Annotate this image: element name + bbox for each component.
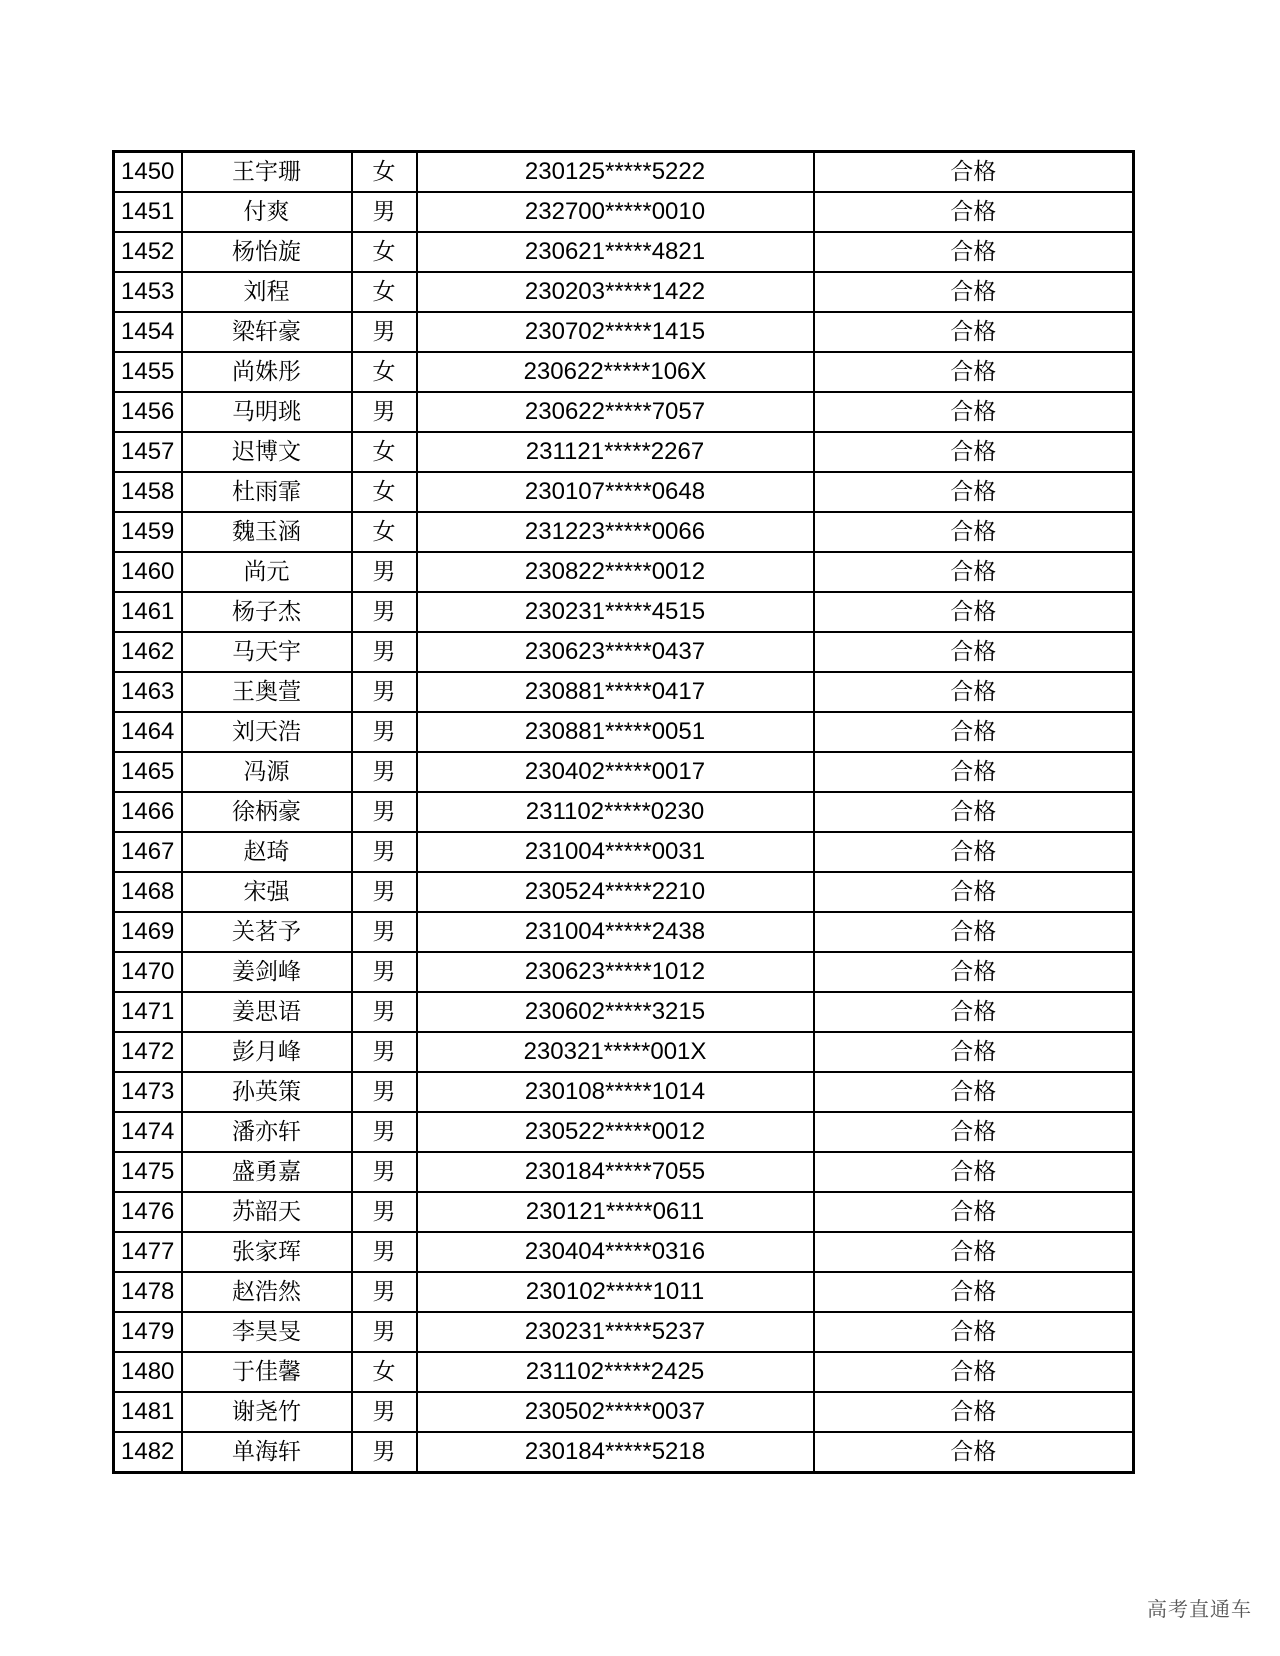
id-number-cell: 230321*****001X xyxy=(417,1032,814,1072)
gender-cell: 女 xyxy=(352,1352,417,1392)
table-row xyxy=(114,152,1134,193)
table-row xyxy=(114,632,1134,672)
table-row xyxy=(114,1112,1134,1152)
result-cell: 合格 xyxy=(814,672,1134,712)
result-cell: 合格 xyxy=(814,1432,1134,1473)
name-cell: 杨怡旋 xyxy=(182,232,352,272)
table-row xyxy=(114,912,1134,952)
table-row xyxy=(114,312,1134,352)
row-number-cell: 1469 xyxy=(114,912,182,952)
table-row xyxy=(114,872,1134,912)
id-number-cell: 230121*****0611 xyxy=(417,1192,814,1232)
id-number-cell: 230522*****0012 xyxy=(417,1112,814,1152)
result-cell: 合格 xyxy=(814,992,1134,1032)
id-number-cell: 230622*****106X xyxy=(417,352,814,392)
result-cell: 合格 xyxy=(814,792,1134,832)
id-number-cell: 230881*****0417 xyxy=(417,672,814,712)
name-cell: 赵琦 xyxy=(182,832,352,872)
name-cell: 宋强 xyxy=(182,872,352,912)
row-number-cell: 1458 xyxy=(114,472,182,512)
row-number-cell: 1467 xyxy=(114,832,182,872)
name-cell: 徐柄豪 xyxy=(182,792,352,832)
table-row xyxy=(114,1312,1134,1352)
id-number-cell: 231102*****0230 xyxy=(417,792,814,832)
row-number-cell: 1462 xyxy=(114,632,182,672)
table-row xyxy=(114,352,1134,392)
table-row xyxy=(114,232,1134,272)
gender-cell: 女 xyxy=(352,472,417,512)
result-cell: 合格 xyxy=(814,1232,1134,1272)
result-cell: 合格 xyxy=(814,352,1134,392)
table-body xyxy=(114,152,1134,1473)
result-cell: 合格 xyxy=(814,312,1134,352)
id-number-cell: 231102*****2425 xyxy=(417,1352,814,1392)
name-cell: 孙英策 xyxy=(182,1072,352,1112)
row-number-cell: 1478 xyxy=(114,1272,182,1312)
row-number-cell: 1472 xyxy=(114,1032,182,1072)
id-number-cell: 230822*****0012 xyxy=(417,552,814,592)
gender-cell: 男 xyxy=(352,632,417,672)
table-row xyxy=(114,1032,1134,1072)
table-row xyxy=(114,1432,1134,1473)
result-cell: 合格 xyxy=(814,552,1134,592)
gender-cell: 男 xyxy=(352,1232,417,1272)
result-cell: 合格 xyxy=(814,1072,1134,1112)
result-cell: 合格 xyxy=(814,1392,1134,1432)
result-cell: 合格 xyxy=(814,272,1134,312)
id-number-cell: 231121*****2267 xyxy=(417,432,814,472)
gender-cell: 男 xyxy=(352,992,417,1032)
gender-cell: 男 xyxy=(352,752,417,792)
name-cell: 冯源 xyxy=(182,752,352,792)
row-number-cell: 1466 xyxy=(114,792,182,832)
result-cell: 合格 xyxy=(814,1152,1134,1192)
result-cell: 合格 xyxy=(814,432,1134,472)
table-row xyxy=(114,552,1134,592)
gender-cell: 男 xyxy=(352,1272,417,1312)
row-number-cell: 1473 xyxy=(114,1072,182,1112)
gender-cell: 男 xyxy=(352,552,417,592)
row-number-cell: 1460 xyxy=(114,552,182,592)
gender-cell: 男 xyxy=(352,952,417,992)
gender-cell: 男 xyxy=(352,792,417,832)
result-table xyxy=(112,150,1135,1474)
result-cell: 合格 xyxy=(814,1352,1134,1392)
id-number-cell: 230102*****1011 xyxy=(417,1272,814,1312)
result-cell: 合格 xyxy=(814,1312,1134,1352)
gender-cell: 男 xyxy=(352,1192,417,1232)
name-cell: 刘天浩 xyxy=(182,712,352,752)
result-cell: 合格 xyxy=(814,152,1134,193)
name-cell: 李昊旻 xyxy=(182,1312,352,1352)
gender-cell: 男 xyxy=(352,312,417,352)
id-number-cell: 230524*****2210 xyxy=(417,872,814,912)
name-cell: 谢尧竹 xyxy=(182,1392,352,1432)
result-cell: 合格 xyxy=(814,1192,1134,1232)
gender-cell: 男 xyxy=(352,672,417,712)
table-row xyxy=(114,1192,1134,1232)
name-cell: 马明珧 xyxy=(182,392,352,432)
result-cell: 合格 xyxy=(814,592,1134,632)
table-row xyxy=(114,792,1134,832)
table-row xyxy=(114,1232,1134,1272)
table-row xyxy=(114,392,1134,432)
watermark-text: 高考直通车 xyxy=(1147,1597,1252,1621)
result-cell: 合格 xyxy=(814,1032,1134,1072)
result-cell: 合格 xyxy=(814,392,1134,432)
gender-cell: 女 xyxy=(352,512,417,552)
gender-cell: 男 xyxy=(352,592,417,632)
table-row xyxy=(114,1152,1134,1192)
name-cell: 关茗予 xyxy=(182,912,352,952)
row-number-cell: 1459 xyxy=(114,512,182,552)
row-number-cell: 1450 xyxy=(114,152,182,193)
row-number-cell: 1474 xyxy=(114,1112,182,1152)
table-row xyxy=(114,712,1134,752)
row-number-cell: 1451 xyxy=(114,192,182,232)
result-cell: 合格 xyxy=(814,632,1134,672)
id-number-cell: 230184*****7055 xyxy=(417,1152,814,1192)
result-cell: 合格 xyxy=(814,752,1134,792)
gender-cell: 男 xyxy=(352,392,417,432)
name-cell: 潘亦轩 xyxy=(182,1112,352,1152)
gender-cell: 男 xyxy=(352,872,417,912)
row-number-cell: 1470 xyxy=(114,952,182,992)
id-number-cell: 231004*****2438 xyxy=(417,912,814,952)
result-cell: 合格 xyxy=(814,192,1134,232)
table-row xyxy=(114,432,1134,472)
row-number-cell: 1471 xyxy=(114,992,182,1032)
result-cell: 合格 xyxy=(814,1272,1134,1312)
id-number-cell: 232700*****0010 xyxy=(417,192,814,232)
table-row xyxy=(114,672,1134,712)
name-cell: 刘程 xyxy=(182,272,352,312)
row-number-cell: 1482 xyxy=(114,1432,182,1473)
name-cell: 张家珲 xyxy=(182,1232,352,1272)
gender-cell: 男 xyxy=(352,1112,417,1152)
result-cell: 合格 xyxy=(814,952,1134,992)
gender-cell: 男 xyxy=(352,1392,417,1432)
table-row xyxy=(114,1272,1134,1312)
row-number-cell: 1453 xyxy=(114,272,182,312)
result-cell: 合格 xyxy=(814,912,1134,952)
name-cell: 姜思语 xyxy=(182,992,352,1032)
gender-cell: 男 xyxy=(352,832,417,872)
row-number-cell: 1475 xyxy=(114,1152,182,1192)
name-cell: 梁轩豪 xyxy=(182,312,352,352)
id-number-cell: 230203*****1422 xyxy=(417,272,814,312)
name-cell: 赵浩然 xyxy=(182,1272,352,1312)
id-number-cell: 230184*****5218 xyxy=(417,1432,814,1473)
row-number-cell: 1481 xyxy=(114,1392,182,1432)
name-cell: 王宇珊 xyxy=(182,152,352,193)
id-number-cell: 230404*****0316 xyxy=(417,1232,814,1272)
row-number-cell: 1465 xyxy=(114,752,182,792)
table-row xyxy=(114,472,1134,512)
table-row xyxy=(114,512,1134,552)
gender-cell: 女 xyxy=(352,272,417,312)
row-number-cell: 1468 xyxy=(114,872,182,912)
table-row xyxy=(114,992,1134,1032)
gender-cell: 女 xyxy=(352,432,417,472)
id-number-cell: 230402*****0017 xyxy=(417,752,814,792)
id-number-cell: 231223*****0066 xyxy=(417,512,814,552)
name-cell: 尚元 xyxy=(182,552,352,592)
id-number-cell: 230623*****1012 xyxy=(417,952,814,992)
result-cell: 合格 xyxy=(814,1112,1134,1152)
result-cell: 合格 xyxy=(814,232,1134,272)
row-number-cell: 1479 xyxy=(114,1312,182,1352)
id-number-cell: 230502*****0037 xyxy=(417,1392,814,1432)
name-cell: 付爽 xyxy=(182,192,352,232)
id-number-cell: 230107*****0648 xyxy=(417,472,814,512)
id-number-cell: 230623*****0437 xyxy=(417,632,814,672)
table-row xyxy=(114,272,1134,312)
table-row xyxy=(114,1392,1134,1432)
id-number-cell: 230125*****5222 xyxy=(417,152,814,193)
id-number-cell: 230108*****1014 xyxy=(417,1072,814,1112)
result-cell: 合格 xyxy=(814,472,1134,512)
gender-cell: 女 xyxy=(352,152,417,193)
table-row xyxy=(114,952,1134,992)
name-cell: 杨子杰 xyxy=(182,592,352,632)
name-cell: 王奥萱 xyxy=(182,672,352,712)
gender-cell: 男 xyxy=(352,192,417,232)
table-row xyxy=(114,192,1134,232)
name-cell: 彭月峰 xyxy=(182,1032,352,1072)
gender-cell: 女 xyxy=(352,232,417,272)
gender-cell: 男 xyxy=(352,1072,417,1112)
name-cell: 魏玉涵 xyxy=(182,512,352,552)
row-number-cell: 1457 xyxy=(114,432,182,472)
name-cell: 尚姝彤 xyxy=(182,352,352,392)
gender-cell: 男 xyxy=(352,1432,417,1473)
result-cell: 合格 xyxy=(814,872,1134,912)
gender-cell: 女 xyxy=(352,352,417,392)
row-number-cell: 1480 xyxy=(114,1352,182,1392)
gender-cell: 男 xyxy=(352,1312,417,1352)
table-row xyxy=(114,752,1134,792)
gender-cell: 男 xyxy=(352,912,417,952)
id-number-cell: 231004*****0031 xyxy=(417,832,814,872)
name-cell: 杜雨霏 xyxy=(182,472,352,512)
row-number-cell: 1461 xyxy=(114,592,182,632)
id-number-cell: 230622*****7057 xyxy=(417,392,814,432)
name-cell: 苏韶天 xyxy=(182,1192,352,1232)
id-number-cell: 230621*****4821 xyxy=(417,232,814,272)
table-row xyxy=(114,1072,1134,1112)
result-cell: 合格 xyxy=(814,512,1134,552)
row-number-cell: 1456 xyxy=(114,392,182,432)
name-cell: 迟博文 xyxy=(182,432,352,472)
row-number-cell: 1476 xyxy=(114,1192,182,1232)
row-number-cell: 1463 xyxy=(114,672,182,712)
gender-cell: 男 xyxy=(352,1152,417,1192)
gender-cell: 男 xyxy=(352,1032,417,1072)
result-cell: 合格 xyxy=(814,832,1134,872)
name-cell: 盛勇嘉 xyxy=(182,1152,352,1192)
id-number-cell: 230702*****1415 xyxy=(417,312,814,352)
row-number-cell: 1455 xyxy=(114,352,182,392)
id-number-cell: 230231*****5237 xyxy=(417,1312,814,1352)
row-number-cell: 1464 xyxy=(114,712,182,752)
name-cell: 姜剑峰 xyxy=(182,952,352,992)
row-number-cell: 1452 xyxy=(114,232,182,272)
table-row xyxy=(114,832,1134,872)
gender-cell: 男 xyxy=(352,712,417,752)
id-number-cell: 230602*****3215 xyxy=(417,992,814,1032)
name-cell: 马天宇 xyxy=(182,632,352,672)
table-row xyxy=(114,592,1134,632)
name-cell: 于佳馨 xyxy=(182,1352,352,1392)
row-number-cell: 1454 xyxy=(114,312,182,352)
row-number-cell: 1477 xyxy=(114,1232,182,1272)
result-cell: 合格 xyxy=(814,712,1134,752)
table-row xyxy=(114,1352,1134,1392)
name-cell: 单海轩 xyxy=(182,1432,352,1473)
id-number-cell: 230231*****4515 xyxy=(417,592,814,632)
id-number-cell: 230881*****0051 xyxy=(417,712,814,752)
